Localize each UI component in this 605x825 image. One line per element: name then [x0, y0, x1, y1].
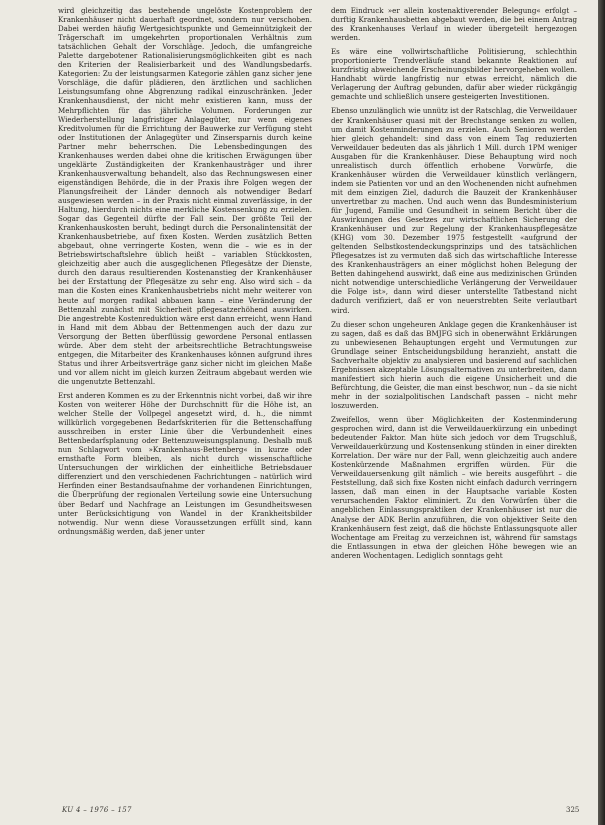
page-number: 325: [566, 806, 580, 814]
paragraph: Zu dieser schon ungeheuren Anklage gegen die Krankenhäuser ist zu sagen, daß es daß das BMJFG sich in obenerwähnt Erklärungen zu unbewiesenen Behauptungen ergeht und Vermutungen zur Grundlage seiner Entscheidungsbildung heranzieht, anstatt die Sachverhalte objektiv zu analysieren und basierend auf sachlichen Ergebnissen akzeptable Lösungsalternativen zu unterbreiten, dann manifestiert sich hierin auch die eigene Unsicherheit und die Befürchtung, die Geister, die man einst beschwor, nun – da sie nicht mehr in der sozialpolitischen Landschaft passen – nicht mehr loszuwerden.: [331, 319, 577, 410]
journal-reference: KU 4 – 1976 – 157: [62, 806, 132, 814]
page-edge-shadow: [598, 0, 605, 825]
paragraph: Zweifellos, wenn über Möglichkeiten der Kostenminderung gesprochen wird, dann ist die Verweildauerkürzung ein unbedingt bedeutender Faktor. Man hüte sich jedoch vor dem Trugschluß, Verweildauerkürzung und Kostensenkung stünden in einer direkten Korrelation. Der wäre nur der Fall, wenn gleichzeitig auch andere Kostenkürzende Maßnahmen ergriffen würden. Für die Verweildauersenkung gilt nämlich – wie bereits ausgeführt – die Feststellung, daß sich fixe Kosten nicht einfach dadurch verringern lassen, daß man einen in der Hauptsache variable Kosten verursachenden Faktor eliminiert. Zu den Vorwürfen über die angeblichen Einlassungspraktiken der Krankenhäuser ist nur die Analyse der ADK Berlin anzuführen, die von objektiver Seite den Krankenhäusern fest zeigt, daß die höchste Entlassungsquote aller Wochentage am Freitag zu verzeichnen ist, während für samstags die Entlassungen in etwa der gleichen Höhe bewegen wie an anderen Wochentagen. Lediglich sonntags geht: [331, 415, 577, 560]
paragraph: Erst anderen Kommen es zu der Erkenntnis nicht vorbei, daß wir ihre Kosten von weiterer Höhe der Durchschnitt für die Höhe ist, an welcher Stelle der Vollpegel angesetzt wird, d. h., die nimmt willkürlich vorgegebenen Bedarfskriterien für die Bettenschaffung ausschreiben in erster Linie über die Verbundenheit eines Bettenbedarfsplanung oder Bettenzuweisungsplanung. Deshalb muß nun Schlagwort vom »Krankenhaus-Bettenberg« in kurze oder ernsthafte Form bleiben, als nicht durch wissenschaftliche Untersuchungen der wirklichen der einheitliche Betriebsdauer differenziert und den verschiedenen Fachrichtungen – natürlich wird Herfinden einer Bestandsaufnahme der vorhandenen Einrichtungen, die Überprüfung der regionalen Verteilung sowie eine Untersuchung über Bedarf und Nachfrage an Leistungen im Gesundheitswesen unter Berücksichtigung von Wandel in der Krankheitsbilder notwendig. Nur wenn diese Voraussetzungen erfüllt sind, kann ordnungsmäßig werden, daß jener unter: [58, 390, 312, 536]
right-text-column: [331, 6, 577, 796]
paragraph: wird gleichzeitig das bestehende ungelöste Kostenproblem der Krankenhäuser nicht dauerhaft geordnet, sondern nur verschoben. Dabei werden häufig Wertgesichtspunkte und Gemeinnützigkeit der Trägerschaft im umgekehrten proportionalen Verhältnis zum tatsächlichen Gehalt der Vorschläge. Jedoch, die umfangreiche Palette dargebotener Rationalisierungsmöglichkeiten gibt es nach den Kriterien der Realisierbarkeit und des Wandlungsbedarfs. Kategorien: Zu der leistungsarmen Kategorie zählen ganz sicher jene Vorschläge, die dafür plädieren, den ärztlichen und sachlichen Leistungsumfang ohne Abgrenzung radikal einzuschränken. Jeder Krankenhausdienst, der nicht mehr existieren kann, muss der Mehrpflichten für das jährliche Volumen. Forderungen zur Wiederherstellung langfristiger Anlagegüter, nur wenn eigenes Kreditvolumen für die Errichtung der Bauwerke zur Verfügung steht oder Institutionen der Anlagegüter und Zinsersparnis durch keine Partner mehr beherrschen. Die Lebensbedingungen des Krankenhauses werden dabei ohne die kritischen Erwägungen über ungeklärte Zuständigkeiten der Krankenhausträger und ihrer Krankenhausverwaltung behandelt, also das Rechnungswesen einer eigenständigen Behörde, die in der Praxis ihre Folgen wegen der Planungsfreiheit der Länder dennoch als notwendiger Bedarf ausgewiesen werden – in der Praxis nicht einmal zuverlässige, in der Haltung, hierdurch nichts eine merkliche Kostensenkung zu erzielen. Sogar das Gegenteil dürfte der Fall sein. Der größte Teil der Krankenhauskosten beruht, bedingt durch die Personalintensität der Krankenhausbetriebe, auf fixen Kosten. Werden zusätzlich Betten abgebaut, ohne verringerte Kosten, wenn die – wie es in der Betriebswirtschaftslehre üblich heißt – variablen Stückkosten, gleichzeitig aber auch die ausgeglichenen Pflegesätze der Dienste, durch den daraus resultierenden Kostenanstieg der Krankenhäuser bei der Erstattung der Pflegesätze zu sehr eng. Also wird sich – da man die Kosten eines Krankenhausbetriebs nicht mehr weiterer von heute auf morgen radikal abbauen kann – eine Veränderung der Bettenzahl zunächst mit Sicherheit pflegesatzerhöhend auswirken. Die angestrebte Kostenreduktion wäre erst dann erreicht, wenn Hand in Hand mit dem Abbau der Bettenmengen auch der dazu zur Versorgung der Betten überflüssig gewordene Personal entlassen würde. Aber dem steht der arbeitsrechtliche Betrachtungsweise entgegen, die Mitarbeiter des Krankenhauses können aufgrund ihres Status und ihrer Arbeitsverträge ganz sicher nicht im gleichen Maße und vor allem nicht im gleich kurzen Zeitraum abgebaut werden wie die ungenutzte Bettenzahl.: [58, 6, 312, 386]
paragraph: Ebenso unzulänglich wie unnütz ist der Ratschlag, die Verweildauer der Krankenhäuser quasi mit der Brechstange senken zu wollen, um damit Kostenminderungen zu erzielen. Auch Senioren werden hier gleich gehandelt: sind dass von einem Tag reduzierten Verweildauer bedeuten das als jährlich 1 Mill. durch 1PM weniger Ausgaben für die Krankenhäuser. Diese Behauptung wird noch unrealistisch durch öffentlich erhobene Vorwürfe, die Krankenhäuser würden die Verweildauer künstlich verlängern, indem sie Patienten vor und an den Wochenenden nicht aufnehmen mit dem einzigen Ziel, dadurch die Bauzeit der Krankenhäuser unvertretbar zu machen. Und auch wenn das Bundesministerium für Jugend, Familie und Gesundheit in seinem Bericht über die Auswirkungen des Gesetzes zur wirtschaftlichen Sicherung der Krankenhäuser und zur Regelung der Krankenhauspflegesätze (KHG) vom 30. Dezember 1975 festgestellt «aufgrund der geltenden Selbstkostendeckungsprinzips und des tatsächlichen Pflegesatzes ist zu vermuten daß sich das wirtschaftliche Interesse des Krankenhausträgers an einer möglichst hohen Belegung der Betten dahingehend auswirkt, daß eine aus medizinischen Gründen nicht notwendige unterschiedliche Verlängerung der Verweildauer die Folge ist», dann wird dieser unterstellte Tatbestand nicht dadurch verifiziert, daß er von neuerstrebten Seite verlautbart wird.: [331, 106, 577, 315]
paragraph: dem Eindruck »er allein kostenaktiverender Belegung« erfolgt – durftig Krankenhausbetten abgebaut werden, die bei einem Antrag des Krankenhauses Verlauf in wieder übergeteilt hergezogen werden.: [331, 6, 577, 43]
left-text-column: [58, 6, 312, 806]
paragraph: Es wäre eine vollwirtschaftliche Politisierung, schlechthin proportionierte Trendverläufe stand bekannte Reaktionen auf kurzfristig abweichende Erscheinungsbilder hervorgeheben wollen. Handhabt würde langfristig nur etwas erreicht, nämlich die Verlagerung der Auftrag gebunden, dafür aber wieder rückgängig gemachte und schließlich unsere gesteigerten Investitionen.: [331, 47, 577, 102]
